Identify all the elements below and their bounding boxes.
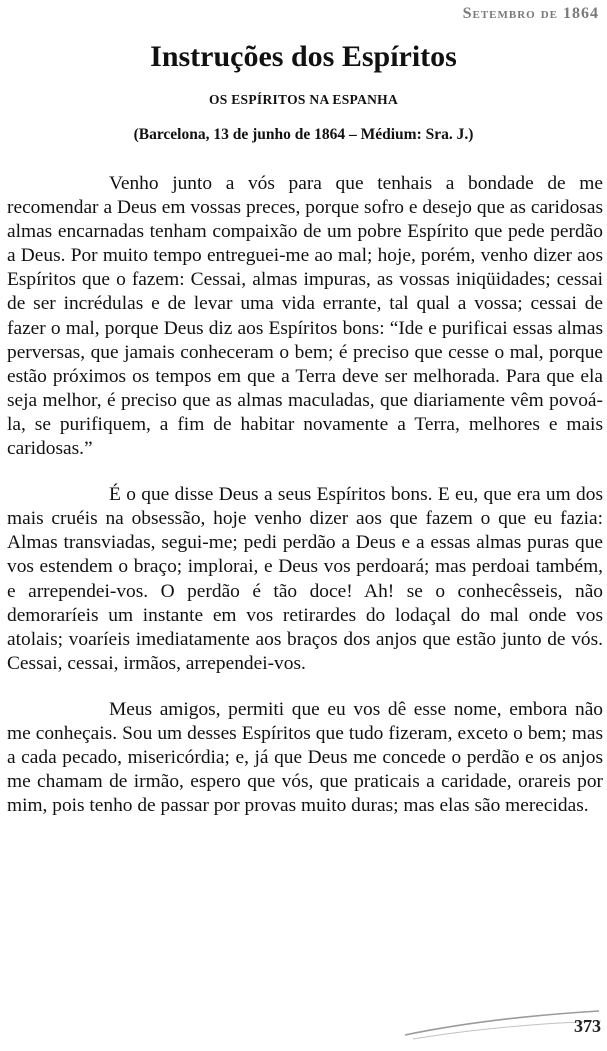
article-subtitle: OS ESPÍRITOS NA ESPANHA	[208, 92, 399, 107]
page-number: 373	[574, 1016, 601, 1036]
article-source: (Barcelona, 13 de junho de 1864 – Médium: Sra. J.)	[133, 126, 474, 143]
running-header: Setembro de 1864	[462, 5, 599, 22]
paragraph-3: Meus amigos, permiti que eu vos dê esse nome, embora não me conheçais. Sou um desses Espíritos que tudo fizeram, exceto o bem; mas a cada pecado, misericórdia; e, já que Deus me concede o perdão e os anjos me chamam de irmão, espero que vós, que praticais a caridade, orareis por mim, pois tenho de passar por provas muito duras; mas elas são merecidas.	[7, 698, 603, 817]
page-ornament	[403, 1001, 603, 1041]
paragraph-1: Venho junto a vós para que tenhais a bondade de me recomendar a Deus em vossas preces, porque sofro e desejo que as caridosas almas encarnadas tenham compaixão de um pobre Espírito que pede perdão a Deus. Por muito tempo entreguei-me ao mal; hoje, porém, venho dizer aos Espíritos que o fazem: Cessai, almas impuras, as vossas iniqüidades; cessai de ser incrédulas e de levar uma vida errante, tal qual a vossa; cessai de fazer o mal, porque Deus diz aos Espíritos bons: “Ide e purificai essas almas perversas, que jamais conheceram o bem; é preciso que cesse o mal, porque estão próximos os tempos em que a Terra deve ser melhorada. Para que ela seja melhor, é preciso que as almas maculadas, que diariamente vêm povoá-la, se purifiquem, a fim de habitar novamente a Terra, melhores e mais caridosas.”	[7, 173, 603, 460]
article-body	[7, 172, 603, 840]
article-title: Instruções dos Espíritos	[150, 40, 457, 73]
paragraph-2: É o que disse Deus a seus Espíritos bons. E eu, que era um dos mais cruéis na obsessão, hoje venho dizer aos que fazem o que eu fazia: Almas transviadas, segui-me; pedi perdão a Deus e a essas almas puras que vos estendem o braço; implorai, e Deus vos perdoará; mas perdoai também, e arrependei-vos. O perdão é tão doce! Ah! se o conhecêsseis, não demoraríeis um instante em vos retirardes do lodaçal do mal onde vos atolais; voaríeis imediatamente aos braços dos anjos que estão junto de vós. Cessai, cessai, irmãos, arrependei-vos.	[7, 484, 603, 674]
